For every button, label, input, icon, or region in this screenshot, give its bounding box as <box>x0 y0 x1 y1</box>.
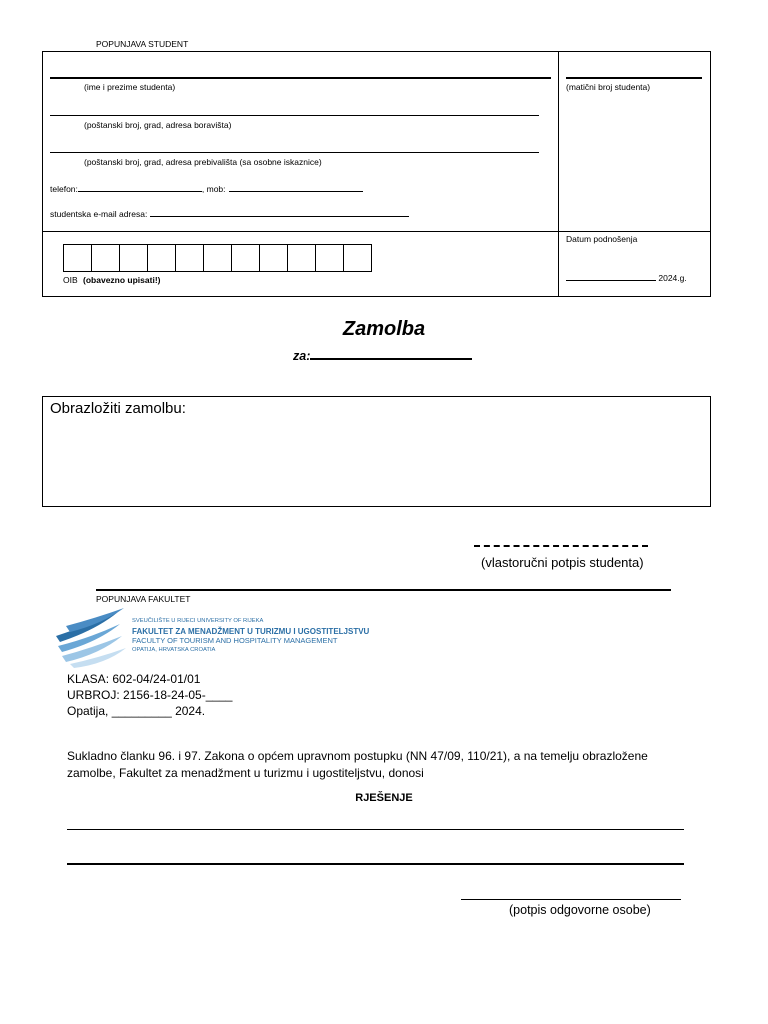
mobile-field[interactable] <box>229 182 363 192</box>
submission-date-row <box>566 271 687 283</box>
residence-address-line[interactable] <box>50 115 539 116</box>
student-signature-caption: (vlastoručni potpis studenta) <box>481 555 644 570</box>
student-signature-line[interactable] <box>474 545 648 547</box>
oib-digit-cell[interactable] <box>343 244 372 272</box>
explanation-box[interactable] <box>42 396 711 507</box>
faculty-section-separator <box>96 589 671 591</box>
oib-digit-cell[interactable] <box>147 244 176 272</box>
oib-input-grid[interactable] <box>63 244 371 272</box>
legal-paragraph <box>67 748 648 782</box>
residence-address-caption: (poštanski broj, grad, adresa boravišta) <box>84 120 232 130</box>
official-signature-line[interactable] <box>461 899 681 900</box>
phone-field[interactable] <box>78 182 202 192</box>
oib-digit-cell[interactable] <box>259 244 288 272</box>
faculty-section-header: POPUNJAVA FAKULTET <box>96 594 191 604</box>
request-title: Zamolba <box>342 318 426 340</box>
oib-digit-cell[interactable] <box>315 244 344 272</box>
domicile-address-line[interactable] <box>50 152 539 153</box>
decision-title: RJEŠENJE <box>355 792 413 804</box>
student-id-line[interactable] <box>566 77 702 79</box>
faculty-logo-mark <box>52 606 132 668</box>
mobile-label: , mob: <box>201 184 226 194</box>
oib-digit-cell[interactable] <box>91 244 120 272</box>
oib-label: OIB <box>63 275 78 285</box>
horizontal-divider <box>42 231 711 232</box>
submission-date-label: Datum podnošenja <box>566 234 638 244</box>
place-date: Opatija, _________ 2024. <box>67 704 206 718</box>
phone-row <box>50 182 363 194</box>
email-field[interactable] <box>150 207 409 217</box>
request-for-label: za: <box>293 349 311 363</box>
logo-faculty-en: FACULTY OF TOURISM AND HOSPITALITY MANAGEMENT <box>132 636 338 645</box>
submission-date-field[interactable] <box>566 271 656 281</box>
domicile-address-caption: (poštanski broj, grad, adresa prebivališta (sa osobne iskaznice) <box>84 157 322 167</box>
logo-faculty-hr: FAKULTET ZA MENADŽMENT U TURIZMU I UGOSTITELJSTVU <box>132 626 370 636</box>
request-for-row <box>293 346 472 363</box>
logo-university: SVEUČILIŠTE U RIJECI UNIVERSITY OF RIJEKA <box>132 618 264 624</box>
oib-label-row <box>63 275 160 285</box>
reference-block <box>67 671 232 719</box>
student-section-header: POPUNJAVA STUDENT <box>96 39 189 49</box>
klasa: KLASA: 602-04/24-01/01 <box>67 672 201 686</box>
oib-digit-cell[interactable] <box>203 244 232 272</box>
name-line[interactable] <box>50 77 551 79</box>
student-id-caption: (matični broj studenta) <box>566 82 651 92</box>
faculty-logo-text <box>132 617 369 655</box>
phone-label: telefon: <box>50 184 78 194</box>
name-caption: (ime i prezime studenta) <box>84 82 176 92</box>
email-row <box>50 207 409 219</box>
oib-digit-cell[interactable] <box>175 244 204 272</box>
paragraph-line-1: Sukladno članku 96. i 97. Zakona o općem upravnom postupku (NN 47/09, 110/21), a na temelju obrazložene <box>67 749 648 763</box>
request-subject-field[interactable] <box>310 346 472 360</box>
paragraph-line-2: zamolbe, Fakultet za menadžment u turizmu i ugostiteljstvu, donosi <box>67 766 424 780</box>
urbroj: URBROJ: 2156-18-24-05-____ <box>67 688 233 702</box>
decision-line-1[interactable] <box>67 829 684 830</box>
oib-note: (obavezno upisati!) <box>83 275 161 285</box>
oib-digit-cell[interactable] <box>287 244 316 272</box>
decision-line-2[interactable] <box>67 863 684 865</box>
email-label: studentska e-mail adresa: <box>50 209 148 219</box>
vertical-divider <box>558 51 559 297</box>
oib-digit-cell[interactable] <box>63 244 92 272</box>
oib-digit-cell[interactable] <box>231 244 260 272</box>
logo-location: OPATIJA, HRVATSKA CROATIA <box>132 646 216 653</box>
explanation-label: Obrazložiti zamolbu: <box>50 400 186 417</box>
submission-date-year: 2024.g. <box>658 273 687 283</box>
official-signature-caption: (potpis odgovorne osobe) <box>509 903 651 917</box>
oib-digit-cell[interactable] <box>119 244 148 272</box>
